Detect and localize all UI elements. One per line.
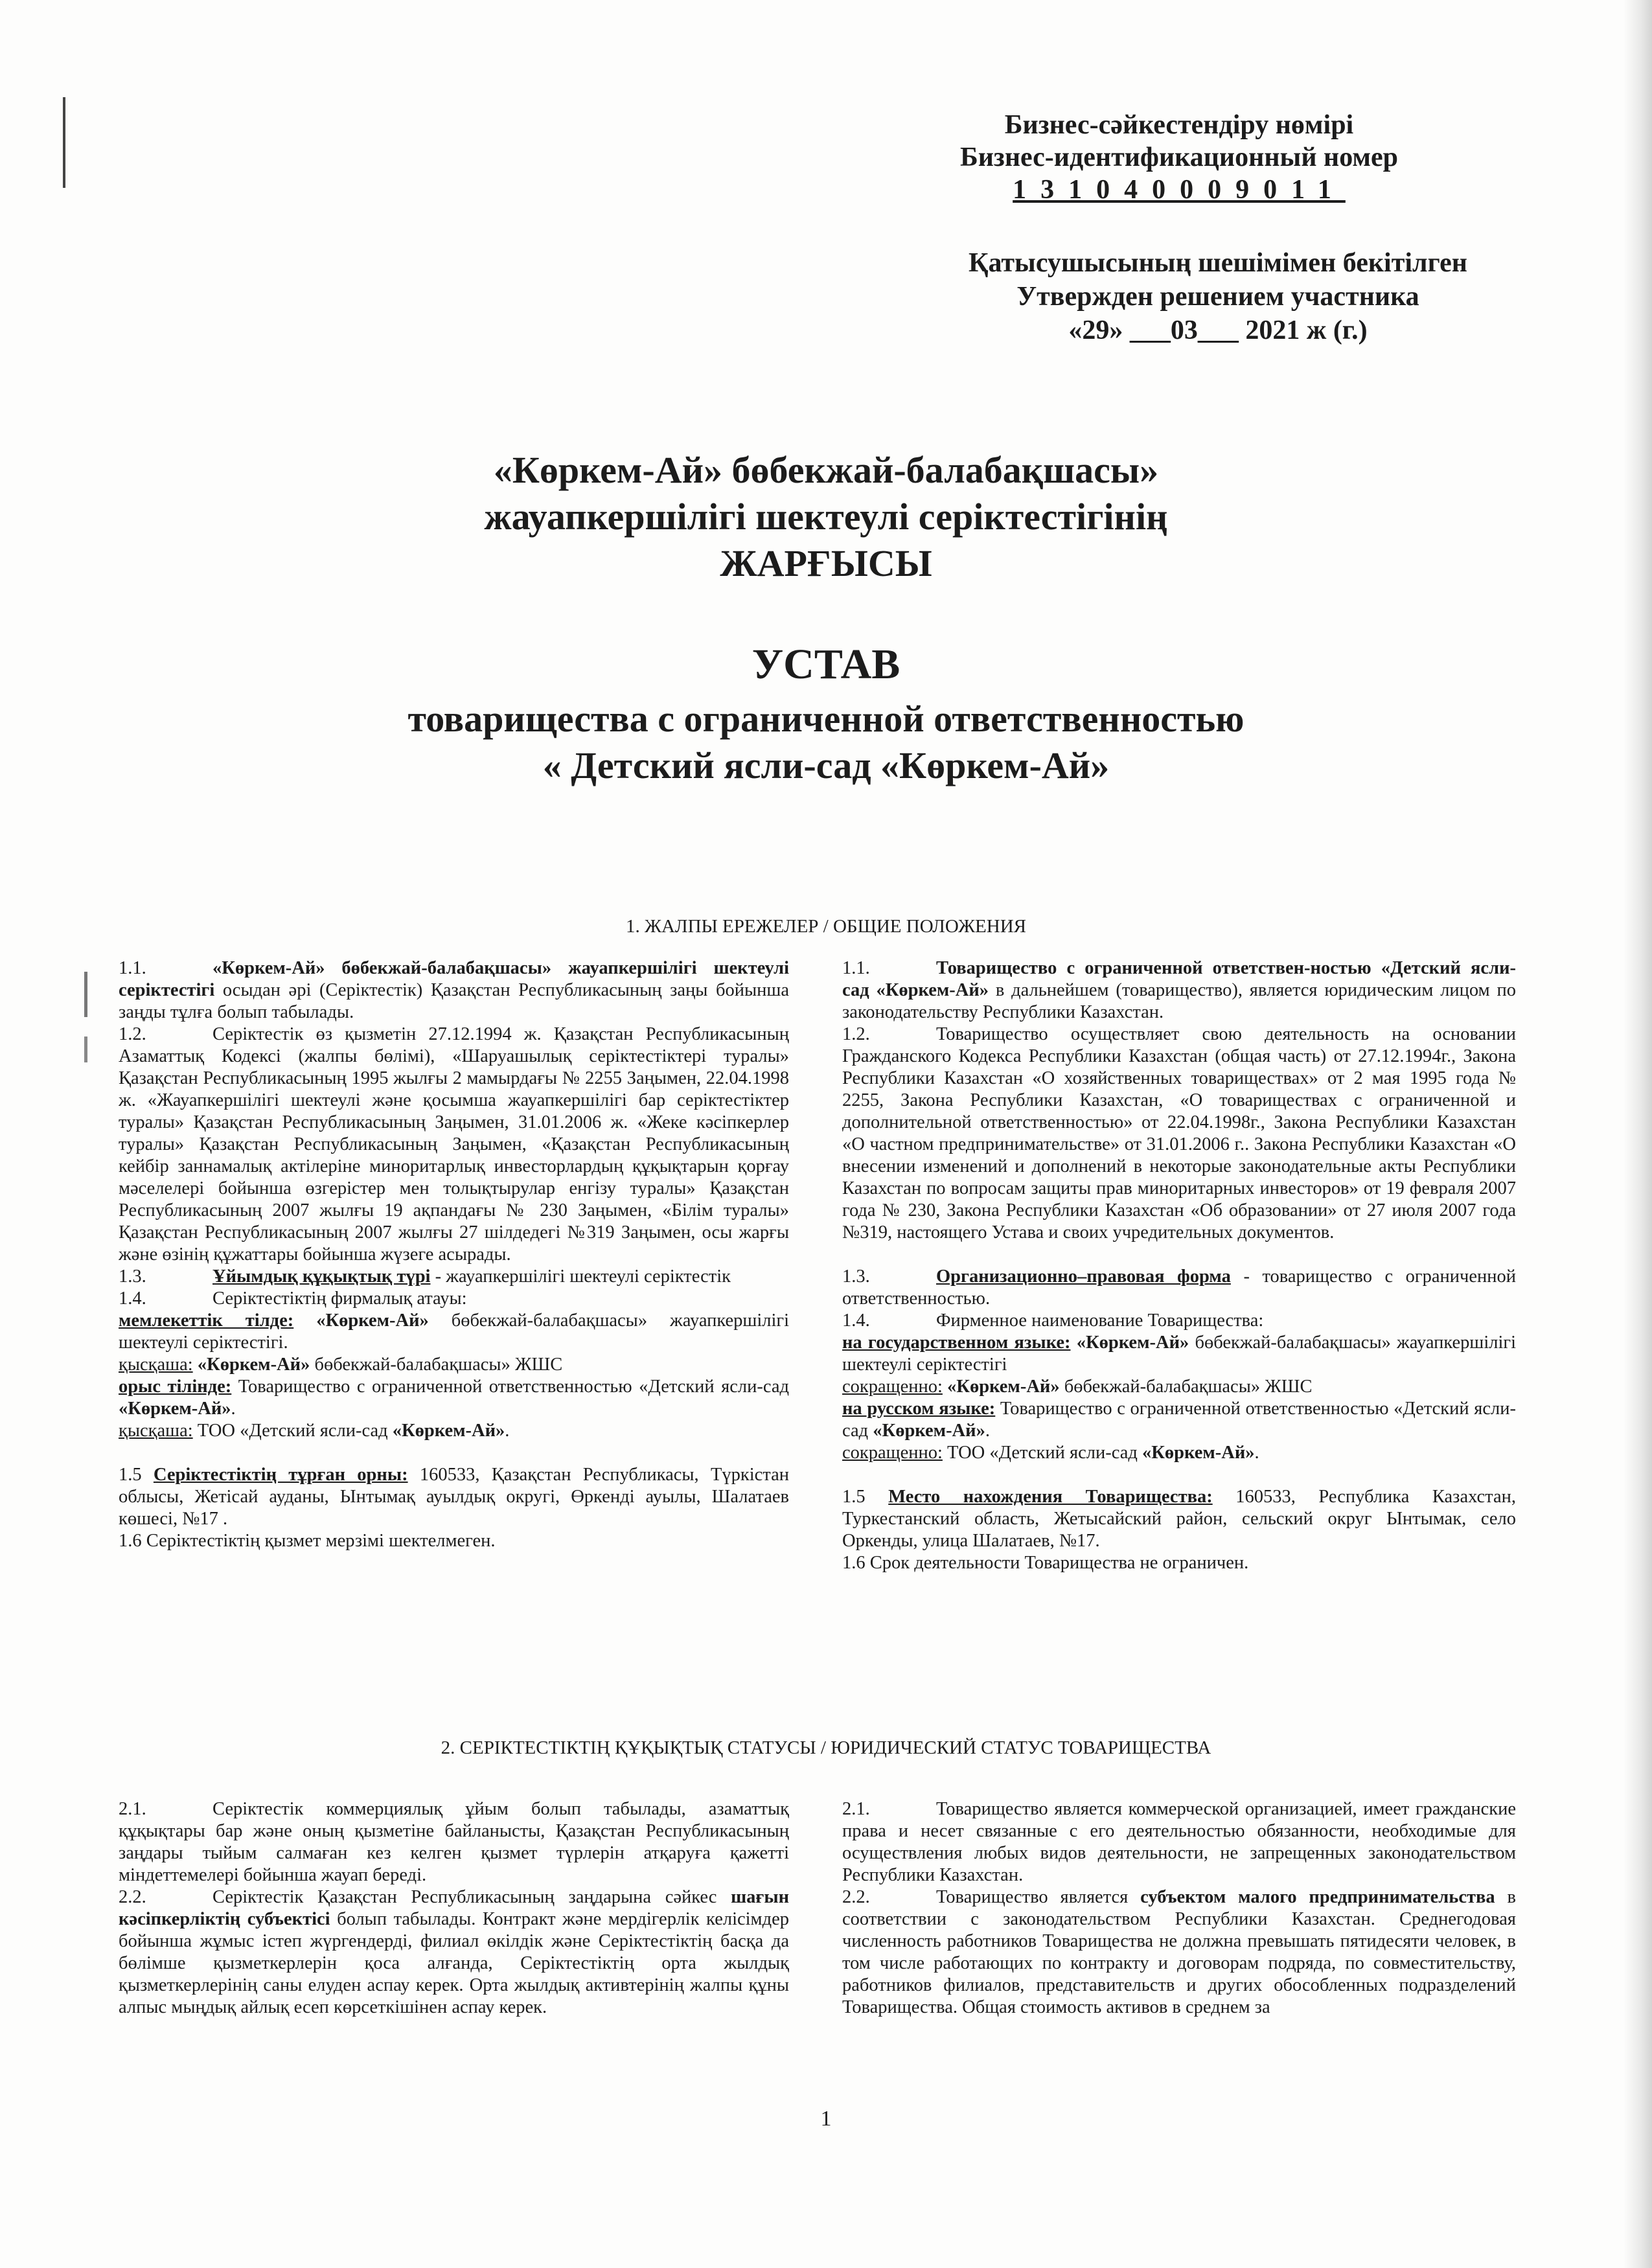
section-2-heading: 2. СЕРІКТЕСТІКТІҢ ҚҰҚЫҚТЫҚ СТАТУСЫ / ЮРИДИЧЕСКИЙ СТАТУС ТОВАРИЩЕСТВА (441, 1737, 1211, 1758)
bin-label-ru: Бизнес-идентификационный номер (959, 143, 1399, 172)
name-short-ru: сокращенно: «Көркем-Ай» бөбекжай-балабақшасы» ЖШС (842, 1377, 1313, 1397)
section-2-ru-column (842, 1798, 1516, 2019)
clause-1-3-kz: 1.3. Ұйымдық құқықтық түрі - жауапкершілігі шектеулі серіктестік (119, 1266, 731, 1287)
scan-edge-shadow (1623, 0, 1652, 2268)
approval-ru: Утвержден решением участника (1016, 282, 1419, 312)
clause-1-6-kz: 1.6 Серіктестіктің қызмет мерзімі шектелмеген. (119, 1531, 496, 1551)
clause-1-1-ru: 1.1. Товарищество с ограниченной ответствен-ностью «Детский ясли-сад «Көркем-Ай» в дальнейшем (товарищество), является юридическим лицом по законодательству Республики Казахстан. (842, 958, 1516, 1022)
clause-2-1-ru: 2.1. Товарищество является коммерческой организацией, имеет гражданские права и несет связанные с его деятельностью обязанности, необходимые для осуществления любых видов деятельности, не запрещенных законодательством Республики Казахстан. (842, 1799, 1516, 1885)
clause-1-1-kz: 1.1. «Көркем-Ай» бөбекжай-балабақшасы» жауапкершілігі шектеулі серіктестігі осыдан әрі (Серіктестік) Қазақстан Республикасының заңы бойынша заңды тұлға болып табылады. (119, 958, 789, 1022)
clause-1-4-kz: 1.4. Серіктестіктің фирмалық атауы: (119, 1289, 467, 1309)
name-short-kz: қысқаша: «Көркем-Ай» бөбекжай-балабақшасы» ЖШС (119, 1355, 563, 1375)
title-kz-line3: ЖАРҒЫСЫ (720, 542, 932, 584)
name-ru-kz: орыс тілінде: Товарищество с ограниченной ответственностью «Детский ясли-сад «Көркем-Ай». (119, 1377, 789, 1419)
section-2-kz-column (119, 1798, 789, 2019)
clause-1-2-ru: 1.2. Товарищество осуществляет свою деятельность на основании Гражданского Кодекса Республики Казахстан (общая часть) от 27.12.1994г., Закона Республики Казахстан «О хозяйственных товариществах» от 2 мая 1995 года № 2255, Закона Республики Казахстан, «О товариществах с ограниченной и дополнительной ответственностью» от 22.04.1998г., Закона Республики Казахстан «О частном предпринимательстве» от 31.01.2006 г.. Закона Республики Казахстан «О внесении изменений и дополнений в некоторые законодательные акты Республики Казахстан по вопросам защиты прав миноритарных инвесторов» от 19 февраля 2007 года № 230, Закона Республики Казахстан «Об образовании» от 27 июля 2007 года №319, настоящего Устава и своих учредительных документов. (842, 1024, 1516, 1243)
document-title-ru (0, 641, 1652, 789)
scan-mark (63, 97, 65, 188)
name-ru-short-kz: қысқаша: ТОО «Детский ясли-сад «Көркем-Ай». (119, 1421, 510, 1441)
bin-number: 131040009011 (1013, 175, 1346, 205)
clause-1-2-kz: 1.2. Серіктестік өз қызметін 27.12.1994 ж. Қазақстан Республикасының Азаматтық Кодексі (жалпы бөлімі), «Шаруашылық серіктестіктері туралы» Қазақстан Республикасының 1995 жылғы 2 мамырдағы № 2255 Заңымен, 22.04.1998 ж. «Жауапкершілігі шектеулі және қосымша жауапкершілігі бар серіктестіктер туралы» Қазақстан Республикасының Заңымен, 31.01.2006 ж. «Жеке кәсіпкерлер туралы» Қазақстан Республикасының Заңымен, «Қазақстан Республикасының кейбір заннамалық актілеріне миноритарлық инвесторлардың құқықтарын қорғау мәселелері бойынша өзгерістер мен толықтырулар енгізу туралы» Қазақстан Республикасының 2007 жылғы 19 ақпандағы № 230 Заңымен, «Білім туралы» Қазақстан Республикасының 2007 жылғы 27 шілдедегі №319 Заңымен, осы жарғы және өзінің құжаттары бойынша жүзеге асырады. (119, 1024, 789, 1265)
title-ru-line2: товарищества с ограниченной ответственностью (407, 698, 1245, 740)
title-kz-line1: «Көркем-Ай» бөбекжай-балабақшасы» (493, 449, 1159, 491)
name-state-kz: мемлекеттік тілде: «Көркем-Ай» бөбекжай-балабақшасы» жауапкершілігі шектеулі серіктестігі. (119, 1311, 789, 1353)
clause-1-6-ru: 1.6 Срок деятельности Товарищества не ограничен. (842, 1553, 1249, 1573)
title-ru-line1: УСТАВ (751, 641, 901, 688)
clause-1-4-ru: 1.4. Фирменное наименование Товарищества: (842, 1311, 1264, 1331)
bin-header (888, 109, 1471, 206)
scan-mark (84, 1037, 87, 1062)
title-ru-line3: « Детский ясли-сад «Көркем-Ай» (542, 744, 1110, 786)
approval-block (894, 246, 1542, 347)
section-1-ru-column (842, 957, 1516, 1574)
page-number: 1 (820, 2107, 832, 2131)
section-1-heading: 1. ЖАЛПЫ ЕРЕЖЕЛЕР / ОБЩИЕ ПОЛОЖЕНИЯ (625, 916, 1027, 937)
clause-2-1-kz: 2.1. Серіктестік коммерциялық ұйым болып табылады, азаматтық құқықтары бар және оның қызметіне байланысты, Қазақстан Республикасының заңдары тыйым салмаған кез келген қызмет түрлерін атқаруға қажетті міндеттемелері бойынша жауап береді. (119, 1799, 789, 1885)
bin-label-kz: Бизнес-сәйкестендіру нөмірі (1004, 110, 1354, 140)
clause-2-2-kz: 2.2. Серіктестік Қазақстан Республикасының заңдарына сәйкес шағын кәсіпкерліктің субъектісі болып табылады. Контракт және мердігерлік келісімдер бойынша жұмыс істеп жүргендерді, филиал өкілдік және Серіктестіктің басқа да бөлімше қызметкерлерін қоса алғанда, Серіктестіктің орта жылдық қызметкерлерінің саны елуден аспау керек. Орта жылдық активтерінің жалпы құны алпыс мыңдық айлық есеп көрсеткішінен аспау керек. (119, 1887, 789, 2017)
clause-1-5-kz: 1.5 Серіктестіктің тұрған орны: 160533, Қазақстан Республикасы, Түркістан облысы, Жетісай ауданы, Ынтымақ ауылдық округі, Өркенді ауылы, Шалатаев көшесі, №17 . (119, 1465, 789, 1529)
clause-1-5-ru: 1.5 Место нахождения Товарищества: 160533, Республика Казахстан, Туркестанский область, Жетысайский район, сельский округ Ынтымак, село Оркенды, улица Шалатаев, №17. (842, 1487, 1516, 1551)
name-ru-ru: на русском языке: Товарищество с ограниченной ответственностью «Детский ясли-сад «Көркем-Ай». (842, 1399, 1516, 1441)
clause-2-2-ru: 2.2. Товарищество является субъектом малого предпринимательства в соответствии с законодательством Республики Казахстан. Среднегодовая численность работников Товарищества не должна превышать пятидесяти человек, в том числе работающих по контракту и договорам подряда, по совместительству, работников филиалов, представительств и других обособленных подразделений Товарищества. Общая стоимость активов в среднем за (842, 1887, 1516, 2017)
title-kz-line2: жауапкершілігі шектеулі серіктестігінің (484, 496, 1168, 538)
name-state-ru: на государственном языке: «Көркем-Ай» бөбекжай-балабақшасы» жауапкершілігі шектеулі серіктестігі (842, 1333, 1517, 1375)
approval-kz: Қатысушысының шешімімен бекітілген (969, 248, 1467, 278)
name-ru-short-ru: сокращенно: ТОО «Детский ясли-сад «Көркем-Ай». (842, 1443, 1259, 1463)
scan-mark (84, 972, 87, 1017)
document-title-kz (0, 447, 1652, 587)
clause-1-3-ru: 1.3. Организационно–правовая форма - товарищество с ограниченной ответственностью. (842, 1266, 1516, 1309)
section-1-kz-column (119, 957, 789, 1552)
approval-date: «29» ___03___ 2021 ж (г.) (1068, 315, 1368, 345)
